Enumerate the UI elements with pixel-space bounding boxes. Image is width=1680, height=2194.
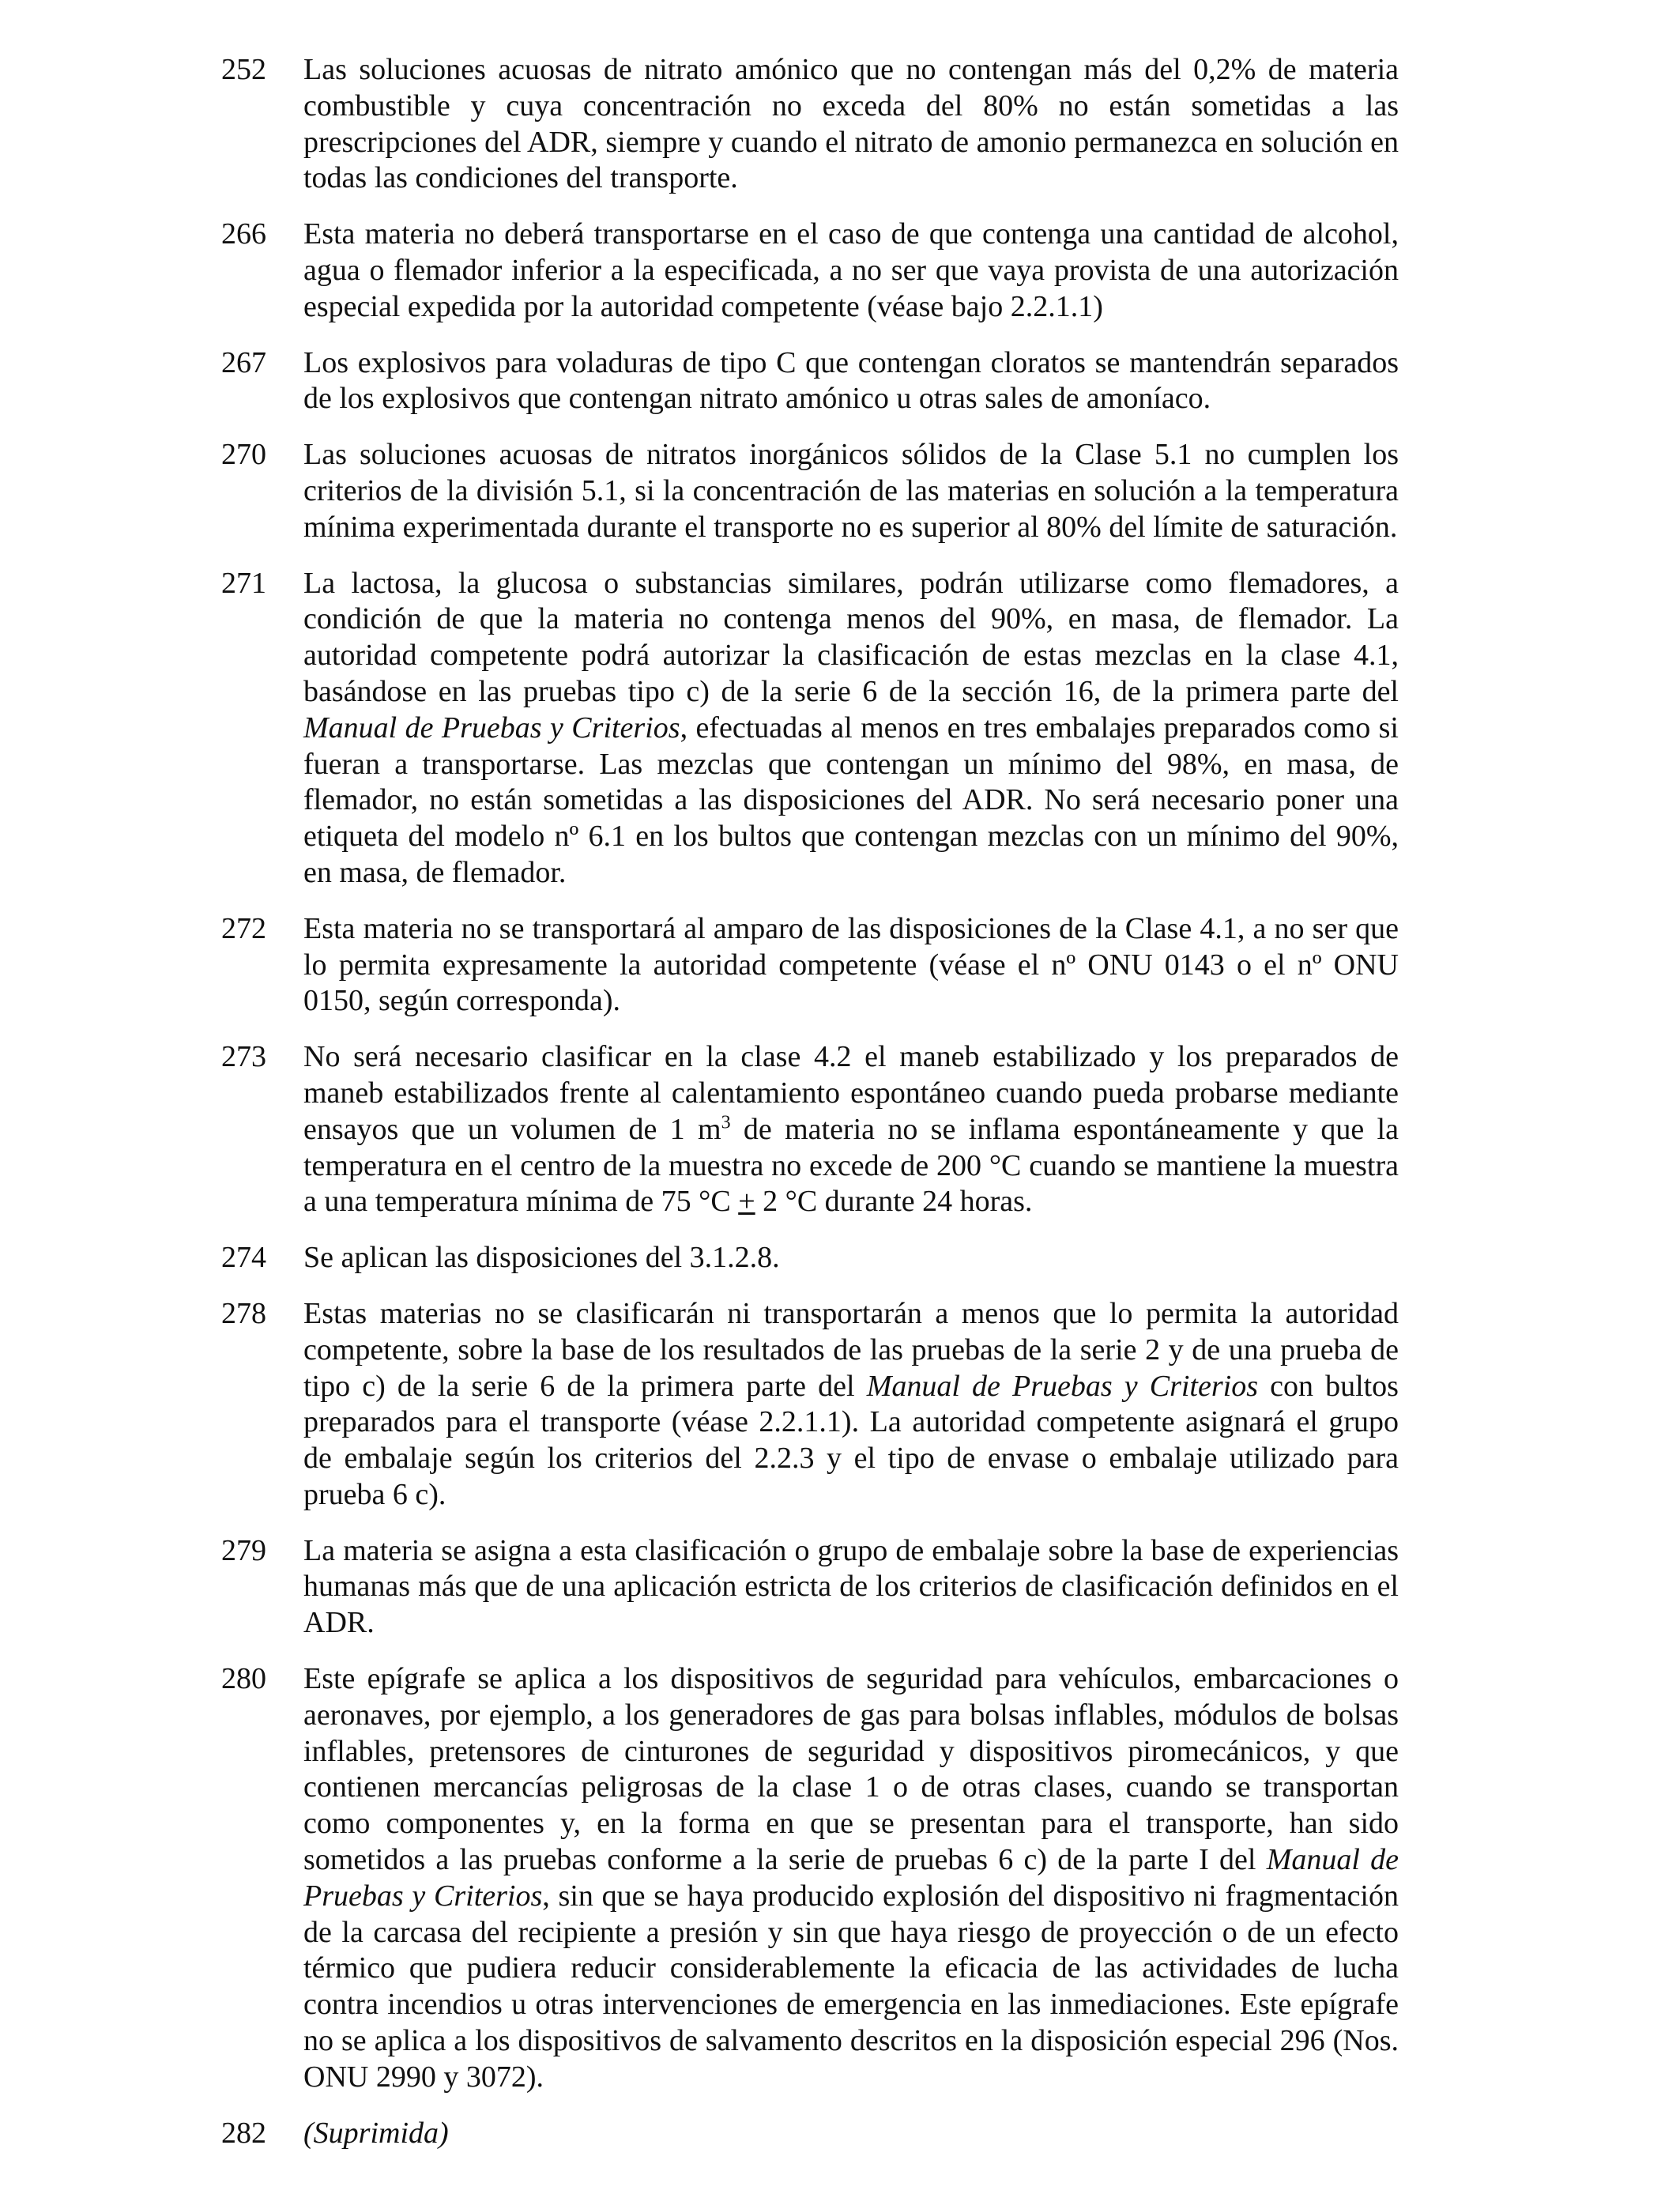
provision-text — [303, 217, 1399, 325]
text-segment: , sin que se haya producido explosión del dispositivo ni fragmentación de la carcasa del recipiente a presión y sin que haya riesgo de proyección o de un efecto térmico que pudiera reducir considerablemente la eficacia de las actividades de lucha contra incendios u otras intervenciones de emergencia en las inmediaciones. Este epígrafe no se aplica a los dispositivos de salvamento descritos en la disposición especial 296 (Nos. ONU 2990 y 3072). — [303, 1879, 1399, 2094]
provision-number: 272 — [221, 911, 266, 945]
provision-text — [303, 1533, 1399, 1642]
text-segment: , efectuadas al menos en tres embalajes preparados como si fueran a transportarse. Las mezclas que contengan un mínimo del 98%, en masa, de flemador, no están sometidas a las disposiciones del ADR. No será necesario poner una etiqueta del modelo nº 6.1 en los bultos que contengan mezclas con un mínimo del 90%, en masa, de flemador. — [303, 711, 1399, 889]
text-segment: Estas materias no se clasificarán ni transportarán a menos que lo permita la autoridad competente, sobre la base de los resultados de las pruebas de la serie 2 y de una prueba de tipo c) de la serie 6 de la primera parte del — [303, 1296, 1399, 1403]
provision-number: 282 — [221, 2116, 266, 2150]
provision-number: 274 — [221, 1241, 266, 1275]
provision-text — [303, 1240, 1399, 1276]
provision-item — [221, 1661, 1399, 2096]
provision-item — [221, 911, 1399, 1020]
text-segment: Las soluciones acuosas de nitratos inorgánicos sólidos de la Clase 5.1 no cumplen los criterios de la división 5.1, si la concentración de las materias en solución a la temperatura mínima experimentada durante el transporte no es superior al 80% del límite de saturación. — [303, 438, 1399, 544]
provision-text — [303, 566, 1399, 892]
provision-number: 267 — [221, 345, 266, 379]
provision-number: 271 — [221, 566, 266, 600]
provision-item — [221, 217, 1399, 325]
text-segment: Los explosivos para voladuras de tipo C que contengan cloratos se mantendrán separados de los explosivos que contengan nitrato amónico u otras sales de amoníaco. — [303, 345, 1399, 416]
provision-item — [221, 1039, 1399, 1220]
provision-text — [303, 1296, 1399, 1514]
plus-minus-sign: + — [738, 1185, 755, 1219]
provision-number: 278 — [221, 1296, 266, 1330]
provision-item — [221, 1240, 1399, 1276]
italic-text: Manual de Pruebas y Criterios — [303, 711, 680, 745]
special-provisions-list — [221, 52, 1399, 2171]
provision-text — [303, 1039, 1399, 1220]
provision-number: 280 — [221, 1662, 266, 1696]
superscript-text: 3 — [721, 1112, 731, 1133]
provision-item — [221, 1296, 1399, 1514]
text-segment: Se aplican las disposiciones del 3.1.2.8. — [303, 1241, 780, 1275]
text-segment: No será necesario clasificar en la clase 4.2 el maneb estabilizado y los preparados de maneb estabilizados frente al calentamiento espontáneo cuando pueda probarse mediante ensayos que un volumen de 1 m — [303, 1040, 1399, 1146]
text-segment: Esta materia no deberá transportarse en el caso de que contenga una cantidad de alcohol, agua o flemador inferior a la especificada, a no ser que vaya provista de una autorización especial expedida por la autoridad competente (véase bajo 2.2.1.1) — [303, 217, 1399, 323]
provision-text — [303, 345, 1399, 418]
provision-number: 273 — [221, 1040, 266, 1074]
italic-text: (Suprimida) — [303, 2116, 449, 2150]
provision-item — [221, 52, 1399, 197]
italic-text: Manual de Pruebas y Criterios — [303, 1843, 1399, 1913]
provision-text — [303, 2116, 1399, 2152]
text-segment: La materia se asigna a esta clasificación o grupo de embalaje sobre la base de experiencias humanas más que de una aplicación estricta de los criterios de clasificación definidos en el ADR. — [303, 1533, 1399, 1640]
provision-number: 279 — [221, 1533, 266, 1567]
provision-text — [303, 437, 1399, 545]
provision-number: 252 — [221, 53, 266, 86]
provision-number: 270 — [221, 438, 266, 472]
text-segment: Esta materia no se transportará al amparo de las disposiciones de la Clase 4.1, a no ser que lo permita expresamente la autoridad competente (véase el nº ONU 0143 o el nº ONU 0150, según corresponda). — [303, 911, 1399, 1018]
provision-item — [221, 437, 1399, 545]
provision-item — [221, 566, 1399, 892]
text-segment: La lactosa, la glucosa o substancias similares, podrán utilizarse como flemadores, a condición de que la materia no contenga menos del 90%, en masa, de flemador. La autoridad competente podrá autorizar la clasificación de estas mezclas en la clase 4.1, basándose en las pruebas tipo c) de la serie 6 de la sección 16, de la primera parte del — [303, 566, 1399, 708]
provision-text — [303, 1661, 1399, 2096]
text-segment: 2 °C durante 24 horas. — [755, 1185, 1033, 1219]
provision-item — [221, 345, 1399, 418]
italic-text: Manual de Pruebas y Criterios — [866, 1369, 1258, 1403]
provision-text — [303, 911, 1399, 1020]
provision-item — [221, 2116, 1399, 2152]
text-segment: Este epígrafe se aplica a los dispositivos de seguridad para vehículos, embarcaciones o aeronaves, por ejemplo, a los generadores de gas para bolsas inflables, módulos de bolsas inflables, pretensores de cinturones de seguridad y dispositivos piromecánicos, y que contienen mercancías peligrosas de la clase 1 o de otras clases, cuando se transportan como componentes y, en la forma en que se presentan para el transporte, han sido sometidos a las pruebas conforme a la serie de pruebas 6 c) de la parte I del — [303, 1662, 1399, 1877]
provision-text — [303, 52, 1399, 197]
text-segment: con bultos preparados para el transporte (véase 2.2.1.1). La autoridad competente asignará el grupo de embalaje según los criterios del 2.2.3 y el tipo de envase o embalaje utilizado para prueba 6 c). — [303, 1369, 1399, 1511]
provision-item — [221, 1533, 1399, 1642]
text-segment: de materia no se inflama espontáneamente y que la temperatura en el centro de la muestra no excede de 200 °C cuando se mantiene la muestra a una temperatura mínima de 75 °C — [303, 1112, 1399, 1219]
text-segment: Las soluciones acuosas de nitrato amónico que no contengan más del 0,2% de materia combustible y cuya concentración no exceda del 80% no están sometidas a las prescripciones del ADR, siempre y cuando el nitrato de amonio permanezca en solución en todas las condiciones del transporte. — [303, 53, 1399, 195]
provision-number: 266 — [221, 217, 266, 251]
